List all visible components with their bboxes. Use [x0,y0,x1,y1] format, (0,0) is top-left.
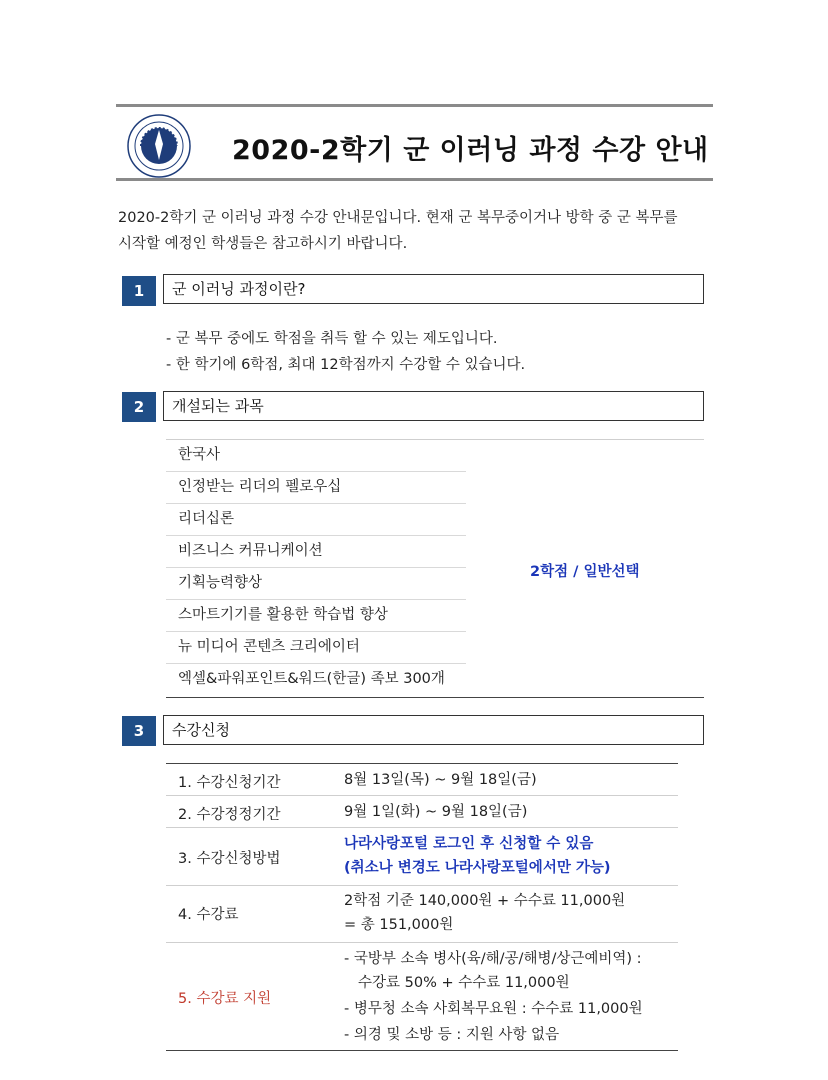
course-row: 한국사 [166,440,466,472]
registration-row-divider [166,885,678,886]
registration-method-note: (취소나 변경도 나라사랑포털에서만 가능) [344,860,611,876]
registration-row-label: 1. 수강신청기간 [178,775,281,791]
course-credit-note: 2학점 / 일반선택 [530,564,640,580]
tuition-line: 2학점 기준 140,000원 + 수수료 11,000원 [344,893,626,909]
registration-row-value: 9월 1일(화) ~ 9월 18일(금) [344,804,528,820]
course-row: 인정받는 리더의 펠로우십 [166,472,466,504]
section-3-number-badge: 3 [122,716,156,746]
course-row: 뉴 미디어 콘텐츠 크리에이터 [166,632,466,664]
tuition-support-line: 수강료 50% + 수수료 11,000원 [358,975,570,991]
sahmyook-university-seal-icon [127,114,191,178]
registration-table-top-rule [166,763,678,764]
page-title: 2020-2학기 군 이러닝 과정 수강 안내 [232,135,709,166]
section-2-number-badge: 2 [122,392,156,422]
intro-line: 2020-2학기 군 이러닝 과정 수강 안내문입니다. 현재 군 복무중이거나 방학 중 군 복무를 [118,210,678,226]
tuition-support-label: 5. 수강료 지원 [178,991,272,1007]
course-row: 엑셀&파워포인트&워드(한글) 족보 300개 [178,671,445,687]
registration-method-line: 나라사랑포털 로그인 후 신청할 수 있음 [344,836,594,852]
section-1-title: 군 이러닝 과정이란? [163,274,704,304]
course-row: 리더십론 [166,504,466,536]
registration-row-value: 8월 13일(목) ~ 9월 18일(금) [344,772,537,788]
tuition-total: = 총 151,000원 [344,917,454,933]
registration-row-label: 3. 수강신청방법 [178,851,281,867]
intro-line: 시작할 예정인 학생들은 참고하시기 바랍니다. [118,236,408,252]
course-row: 기획능력향상 [166,568,466,600]
section-3-title: 수강신청 [163,715,704,745]
registration-row-label: 2. 수강정정기간 [178,807,281,823]
registration-row-divider [166,795,678,796]
header-top-rule [116,104,713,107]
registration-row-divider [166,827,678,828]
course-row: 스마트기기를 활용한 학습법 향상 [166,600,466,632]
section-1-bullet: - 군 복무 중에도 학점을 취득 할 수 있는 제도입니다. [166,331,498,347]
registration-row-divider [166,942,678,943]
header-bottom-rule [116,178,713,181]
section-1-number-badge: 1 [122,276,156,306]
tuition-support-line: - 국방부 소속 병사(육/해/공/해병/상근예비역) : [344,951,642,967]
registration-table-bottom-rule [166,1050,678,1051]
section-1-bullet: - 한 학기에 6학점, 최대 12학점까지 수강할 수 있습니다. [166,357,526,373]
course-row: 비즈니스 커뮤니케이션 [166,536,466,568]
tuition-support-line: - 병무청 소속 사회복무요원 : 수수료 11,000원 [344,1001,643,1017]
registration-row-label: 4. 수강료 [178,907,239,923]
tuition-support-line: - 의경 및 소방 등 : 지원 사항 없음 [344,1027,560,1043]
course-table-bottom-rule [166,697,704,698]
section-2-title: 개설되는 과목 [163,391,704,421]
intro-paragraph [118,205,708,257]
